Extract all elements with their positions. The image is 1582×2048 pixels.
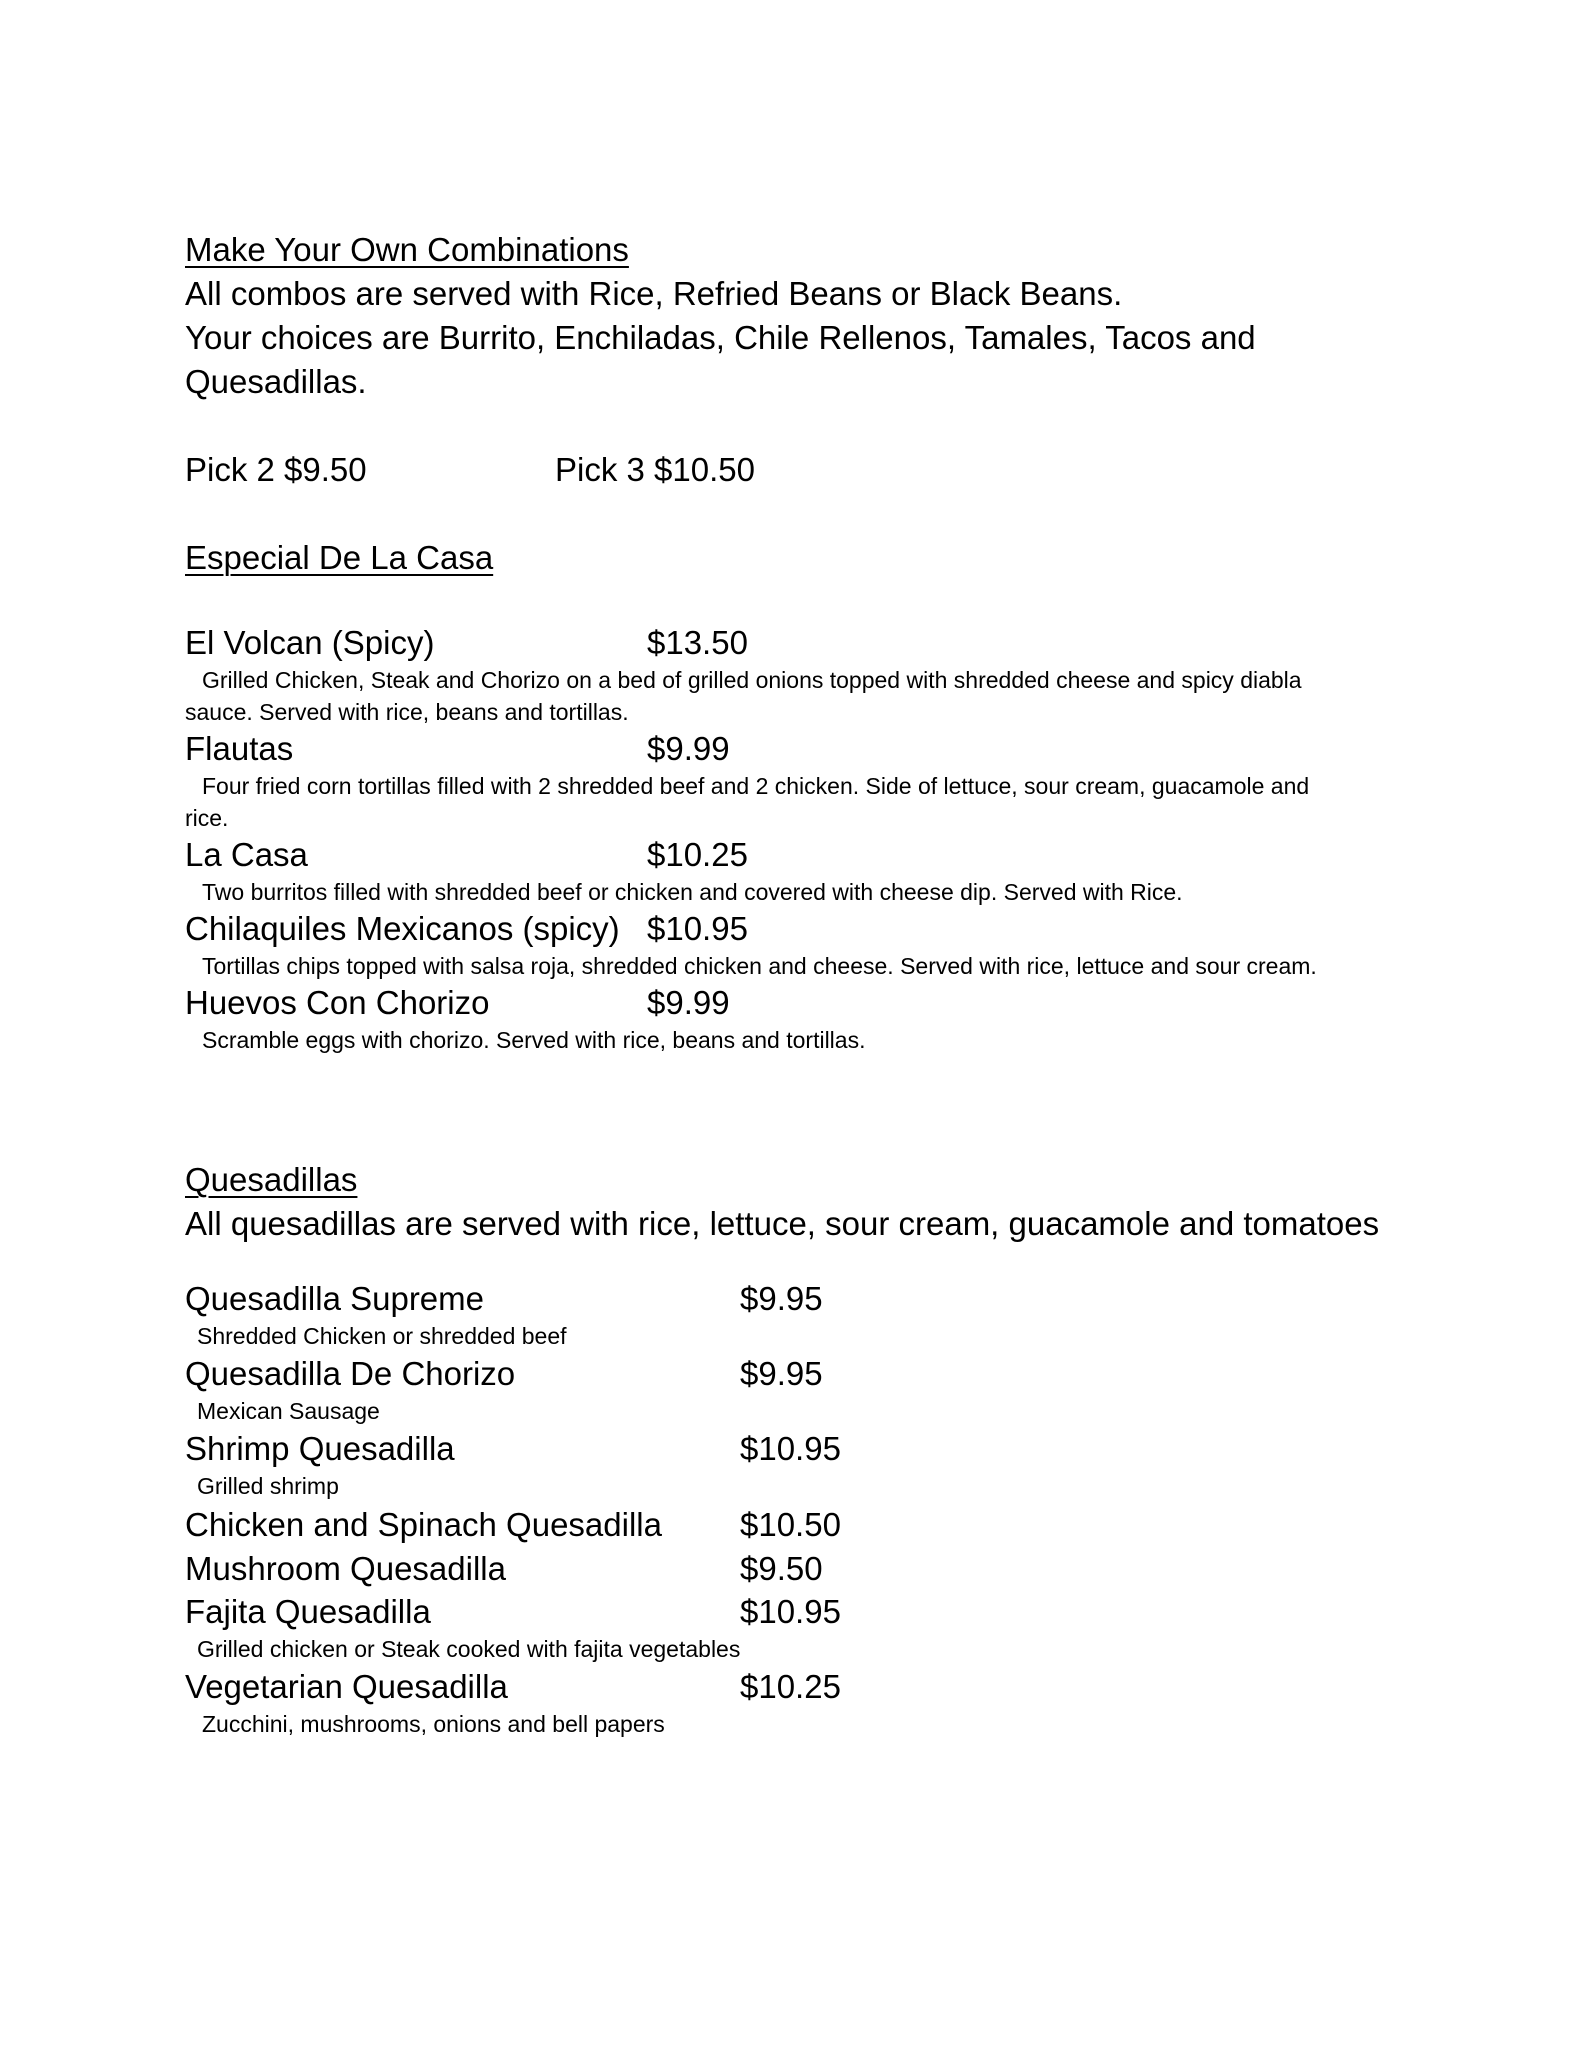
item-price: $9.95 xyxy=(740,1355,823,1392)
item-name: Flautas xyxy=(185,730,294,767)
combinations-heading: Make Your Own Combinations xyxy=(185,231,629,268)
especial-item xyxy=(185,728,1445,834)
especial-item xyxy=(185,622,1445,728)
quesadilla-item xyxy=(185,1428,1445,1503)
item-price: $10.25 xyxy=(740,1668,841,1705)
item-description: Shredded Chicken or shredded beef xyxy=(197,1323,567,1349)
item-price: $10.50 xyxy=(740,1506,841,1543)
item-price: $9.99 xyxy=(647,730,730,767)
especial-item xyxy=(185,982,1445,1056)
item-description: Grilled Chicken, Steak and Chorizo on a bed of grilled onions topped with shredded cheese and spicy diabla sauce. Served with rice, beans and tortillas. xyxy=(185,667,1302,725)
item-description: Tortillas chips topped with salsa roja, shredded chicken and cheese. Served with rice, lettuce and sour cream. xyxy=(202,953,1317,979)
item-name: Quesadilla Supreme xyxy=(185,1280,484,1317)
especial-heading: Especial De La Casa xyxy=(185,539,494,576)
quesadilla-item xyxy=(185,1353,1445,1428)
quesadilla-item xyxy=(185,1503,1445,1547)
especial-item xyxy=(185,834,1445,908)
item-name: Fajita Quesadilla xyxy=(185,1593,431,1630)
item-name: El Volcan (Spicy) xyxy=(185,624,435,661)
item-name: Quesadilla De Chorizo xyxy=(185,1355,516,1392)
item-name: Chicken and Spinach Quesadilla xyxy=(185,1506,662,1543)
quesadilla-item xyxy=(185,1278,1445,1353)
item-price: $10.95 xyxy=(740,1430,841,1467)
quesadilla-item xyxy=(185,1666,1445,1741)
item-name: Mushroom Quesadilla xyxy=(185,1550,506,1587)
item-price: $9.99 xyxy=(647,984,730,1021)
pick-row xyxy=(185,448,1445,492)
item-description: Zucchini, mushrooms, onions and bell papers xyxy=(202,1711,665,1737)
item-name: Chilaquiles Mexicanos (spicy) xyxy=(185,910,620,947)
menu-page xyxy=(185,228,1445,1741)
item-description: Two burritos filled with shredded beef or chicken and covered with cheese dip. Served with Rice. xyxy=(202,879,1183,905)
item-price: $10.25 xyxy=(647,836,748,873)
quesadilla-item xyxy=(185,1547,1445,1591)
especial-item xyxy=(185,908,1445,982)
item-price: $13.50 xyxy=(647,624,748,661)
item-price: $9.50 xyxy=(740,1550,823,1587)
item-description: Mexican Sausage xyxy=(197,1398,380,1424)
item-description: Scramble eggs with chorizo. Served with rice, beans and tortillas. xyxy=(202,1027,866,1053)
pick-3-price: Pick 3 $10.50 xyxy=(555,451,755,488)
combinations-line-2: Your choices are Burrito, Enchiladas, Chile Rellenos, Tamales, Tacos and Quesadillas. xyxy=(185,319,1256,400)
quesadillas-heading: Quesadillas xyxy=(185,1161,358,1198)
item-description: Four fried corn tortillas filled with 2 shredded beef and 2 chicken. Side of lettuce, sour cream, guacamole and rice. xyxy=(185,773,1310,831)
quesadilla-item xyxy=(185,1591,1445,1666)
item-price: $9.95 xyxy=(740,1280,823,1317)
item-name: La Casa xyxy=(185,836,308,873)
item-name: Vegetarian Quesadilla xyxy=(185,1668,508,1705)
item-description: Grilled chicken or Steak cooked with fajita vegetables xyxy=(197,1636,741,1662)
quesadillas-intro: All quesadillas are served with rice, lettuce, sour cream, guacamole and tomatoes xyxy=(185,1205,1380,1242)
pick-2-price: Pick 2 $9.50 xyxy=(185,451,367,488)
item-name: Huevos Con Chorizo xyxy=(185,984,490,1021)
combinations-line-1: All combos are served with Rice, Refried Beans or Black Beans. xyxy=(185,275,1123,312)
item-description: Grilled shrimp xyxy=(197,1473,339,1499)
item-price: $10.95 xyxy=(740,1593,841,1630)
item-name: Shrimp Quesadilla xyxy=(185,1430,455,1467)
item-price: $10.95 xyxy=(647,910,748,947)
